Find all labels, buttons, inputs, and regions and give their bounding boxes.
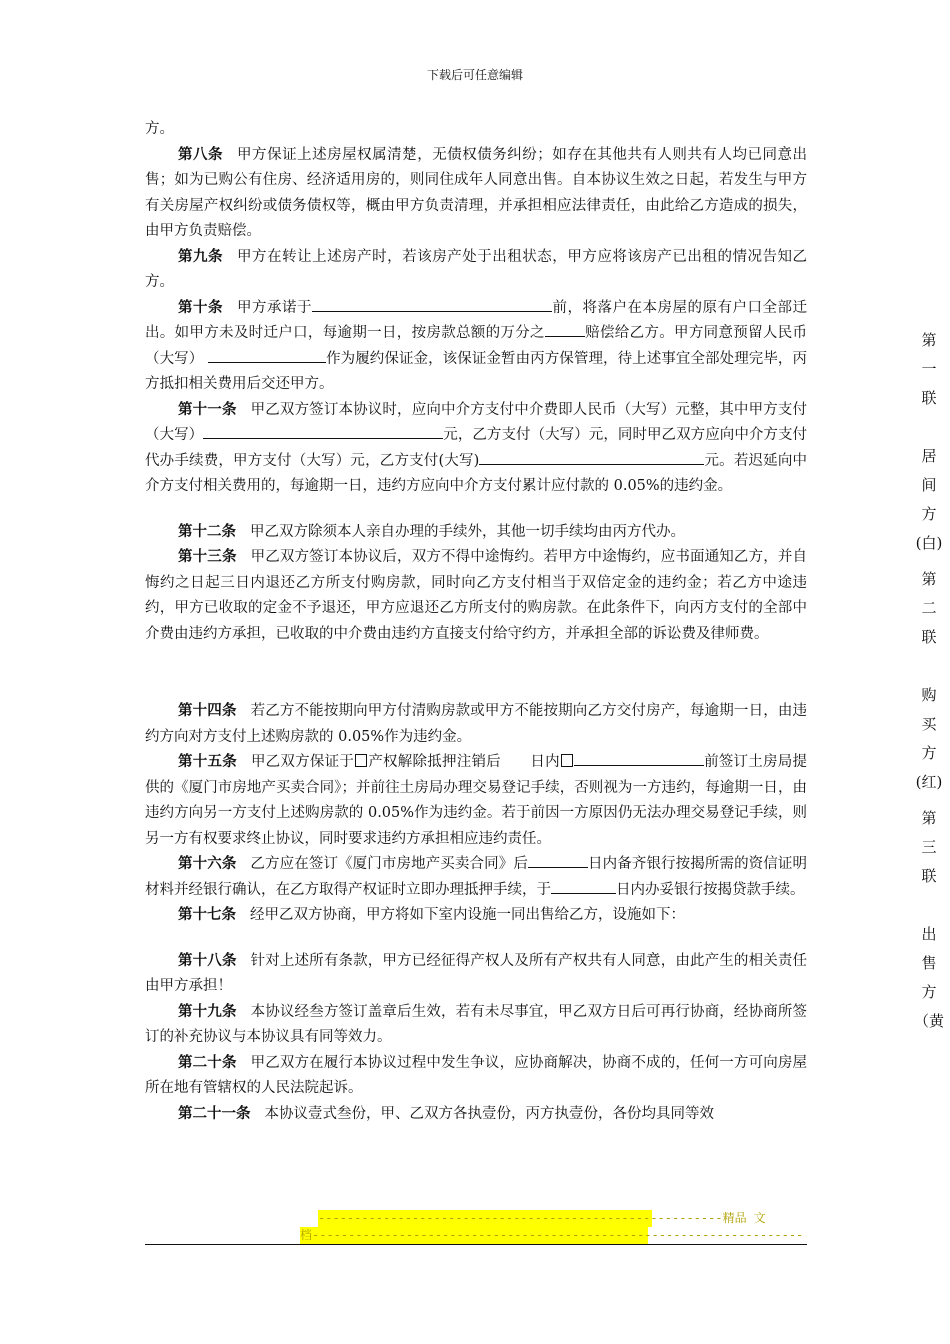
article-text: 产权解除抵押注销后 日内 bbox=[368, 754, 560, 770]
article-number: 第十条 bbox=[178, 299, 223, 316]
sidebar-char: 居 bbox=[921, 447, 937, 465]
article-number: 第八条 bbox=[178, 146, 224, 163]
blank-field[interactable] bbox=[551, 879, 616, 894]
article-number: 第十七条 bbox=[178, 907, 236, 923]
sidebar-copy-3 bbox=[912, 804, 946, 1036]
article-number: 第二十条 bbox=[178, 1054, 237, 1071]
article-text: 甲乙双方在履行本协议过程中发生争议，应协商解决，协商不成的，任何一方可向房屋所在地有管辖权的人民法院起诉。 bbox=[145, 1054, 808, 1096]
article-text: 日内办妥银行按揭贷款手续。 bbox=[616, 881, 805, 898]
article-number: 第二十一条 bbox=[178, 1105, 251, 1122]
sidebar-char: 联 bbox=[921, 628, 937, 646]
blank-field[interactable] bbox=[208, 348, 326, 363]
article-text: 元整，其中甲方支付（大写） bbox=[145, 401, 808, 443]
footer-rule bbox=[145, 1244, 807, 1245]
spacer bbox=[145, 647, 807, 699]
checkbox[interactable] bbox=[355, 754, 367, 767]
article-text: 本协议壹式叁份，甲、乙双方各执壹份，丙方执壹份，各份均具同等效 bbox=[264, 1105, 714, 1122]
sidebar-char: 第 bbox=[921, 570, 937, 588]
sidebar-char: 售 bbox=[921, 954, 937, 972]
article-14 bbox=[145, 699, 807, 750]
article-13 bbox=[145, 545, 807, 647]
article-10 bbox=[145, 296, 807, 398]
article-12 bbox=[145, 520, 807, 546]
sidebar-char bbox=[912, 413, 946, 442]
blank-field[interactable] bbox=[545, 322, 585, 337]
sidebar-char: 方 bbox=[921, 744, 937, 762]
sidebar-char: 三 bbox=[921, 838, 937, 856]
article-number: 第十一条 bbox=[178, 401, 237, 418]
spacer bbox=[145, 500, 807, 520]
article-text: 甲乙双方除须本人亲自办理的手续外，其他一切手续均由丙方代办。 bbox=[250, 523, 685, 540]
article-text: 元，同时甲乙双方应向中介方支付代办手续费，甲方支付（大写） bbox=[145, 427, 808, 469]
article-text: 元，乙方支付（大写） bbox=[443, 427, 589, 443]
article-number: 第十五条 bbox=[178, 754, 237, 770]
blank-field[interactable] bbox=[574, 751, 704, 766]
article-text: 甲乙双方签订本协议时，应向中介方支付中介费即人民币（大写） bbox=[250, 401, 676, 418]
footer-line-1: --------------------------------------------------------精品 文 bbox=[318, 1211, 766, 1225]
article-20 bbox=[145, 1051, 807, 1102]
article-19 bbox=[145, 1000, 807, 1051]
sidebar-char: 二 bbox=[921, 599, 937, 617]
article-text: 日内备齐银行按揭所需的资信证明材料并经银行确认，在乙方取得产权证时立即办理抵押手续，于 bbox=[145, 856, 807, 898]
footer-watermark bbox=[300, 1210, 804, 1244]
article-text: 本协议经叁方签订盖章后生效，若有未尽事宜，甲乙双方日后可再行协商，经协商所签订的补充协议与本协议具有同等效力。 bbox=[145, 1003, 808, 1045]
sidebar-char bbox=[912, 652, 946, 681]
article-15 bbox=[145, 750, 807, 852]
article-number: 第十六条 bbox=[178, 856, 237, 872]
article-8 bbox=[145, 143, 807, 245]
article-text: 甲方承诺于 bbox=[237, 299, 312, 316]
article-text: 甲乙双方保证于 bbox=[250, 754, 355, 770]
sidebar-char: 出 bbox=[921, 925, 937, 943]
article-text: 前签订土房局提供的《厦门市房地产买卖合同》；并前往土房局办理交易登记手续，否则视为一方违约，每逾期一日，由违约方向另一方支付上述购房款的 0.05%作为违约金。若于前因一方原因仍无法办理交易登记手续，则另一方有权要求终止协议，同时要求违约方承担相应违约责任。 bbox=[145, 754, 807, 847]
sidebar-copy-1 bbox=[912, 326, 946, 558]
article-16 bbox=[145, 852, 807, 903]
article-text: 经甲乙双方协商，甲方将如下室内设施一同出售给乙方，设施如下： bbox=[250, 907, 685, 923]
article-number: 第十八条 bbox=[178, 952, 237, 969]
article-text: 甲乙双方签订本协议后，双方不得中途悔约。若甲方中途悔约，应书面通知乙方，并自悔约之日起三日内退还乙方所支付购房款，同时向乙方支付相当于双倍定金的违约金；若乙方中途违约，甲方已收取的定金不予退还，甲方应退还乙方所支付的购房款。在此条件下，向丙方支付的全部中介费由违约方承担，已收取的中介费由违约方直接支付给守约方，并承担全部的诉讼费及律师费。 bbox=[145, 549, 808, 642]
article-text: 甲方保证上述房屋权属清楚，无债权债务纠纷；如存在其他共有人则共有人均已同意出售；如为已购公有住房、经济适用房的，则同住成年人同意出售。自本协议生效之日起，若发生与甲方有关房屋产权纠纷或债务债权等，概由甲方负责清理，并承担相应法律责任，由此给乙方造成的损失，由甲方负责赔偿。 bbox=[145, 146, 808, 239]
article-17 bbox=[145, 903, 807, 929]
sidebar-char: 购 bbox=[921, 686, 937, 704]
sidebar-char: 方 bbox=[921, 983, 937, 1001]
paragraph-continuation: 方。 bbox=[145, 121, 174, 137]
sidebar-char: (红) bbox=[915, 773, 943, 791]
spacer bbox=[145, 929, 807, 949]
article-text: 甲方在转让上述房产时，若该房产处于出租状态，甲方应将该房产已出租的情况告知乙方。 bbox=[145, 248, 808, 290]
page-header: 下载后可任意编辑 bbox=[426, 68, 523, 82]
article-18 bbox=[145, 949, 807, 1000]
sidebar-char bbox=[912, 891, 946, 920]
sidebar-char: 第 bbox=[921, 331, 937, 349]
blank-field[interactable] bbox=[528, 853, 588, 868]
footer-line-2: 档-------------------------------------------------------------------- bbox=[300, 1228, 804, 1242]
sidebar-char: 联 bbox=[921, 389, 937, 407]
article-text: 乙方应在签订《厦门市房地产买卖合同》后 bbox=[250, 856, 528, 872]
article-text: 元，乙方支付(大写) bbox=[350, 452, 480, 469]
sidebar-char: (白) bbox=[915, 534, 943, 552]
article-number: 第十二条 bbox=[178, 523, 236, 540]
article-text: 针对上述所有条款，甲方已经征得产权人及所有产权共有人同意，由此产生的相关责任由甲方承担！ bbox=[145, 952, 808, 994]
article-21 bbox=[145, 1102, 807, 1128]
sidebar-copy-2 bbox=[912, 565, 946, 797]
article-text: 作为履约保证金，该保证金暂由丙方保管理，待上述事宜全部处理完毕，丙方抵扣相关费用后交还甲方。 bbox=[145, 350, 808, 392]
blank-field[interactable] bbox=[312, 297, 552, 312]
article-number: 第十四条 bbox=[178, 703, 237, 719]
sidebar-char: 方 bbox=[921, 505, 937, 523]
sidebar-char: 联 bbox=[921, 867, 937, 885]
article-text: 前，将落户在本房屋的原有户口全部迁出。如甲方未及时迁户口，每逾期一日，按房款总额的万分之 bbox=[145, 299, 807, 341]
article-9 bbox=[145, 245, 807, 296]
article-number: 第十九条 bbox=[178, 1003, 237, 1020]
sidebar-char: 间 bbox=[921, 476, 937, 494]
blank-field[interactable] bbox=[203, 424, 443, 439]
sidebar-char: （黄 bbox=[913, 1012, 944, 1030]
article-text: 赔偿给乙方。甲方同意预留人民币（大写） bbox=[145, 325, 808, 367]
sidebar-char: 一 bbox=[921, 360, 937, 378]
article-11 bbox=[145, 398, 807, 500]
article-number: 第十三条 bbox=[178, 549, 237, 565]
sidebar-char: 买 bbox=[921, 715, 937, 733]
article-number: 第九条 bbox=[178, 248, 224, 265]
sidebar-char: 第 bbox=[921, 809, 937, 827]
article-text: 元。若迟延向中介方支付相关费用的，每逾期一日，违约方应向中介方支付累计应付款的 0.05%的违约金。 bbox=[145, 452, 808, 494]
checkbox[interactable] bbox=[561, 754, 573, 767]
article-text: 若乙方不能按期向甲方付清购房款或甲方不能按期向乙方交付房产，每逾期一日，由违约方向对方支付上述购房款的 0.05%作为违约金。 bbox=[145, 703, 808, 745]
blank-field[interactable] bbox=[479, 450, 704, 465]
document-body bbox=[145, 117, 807, 1127]
